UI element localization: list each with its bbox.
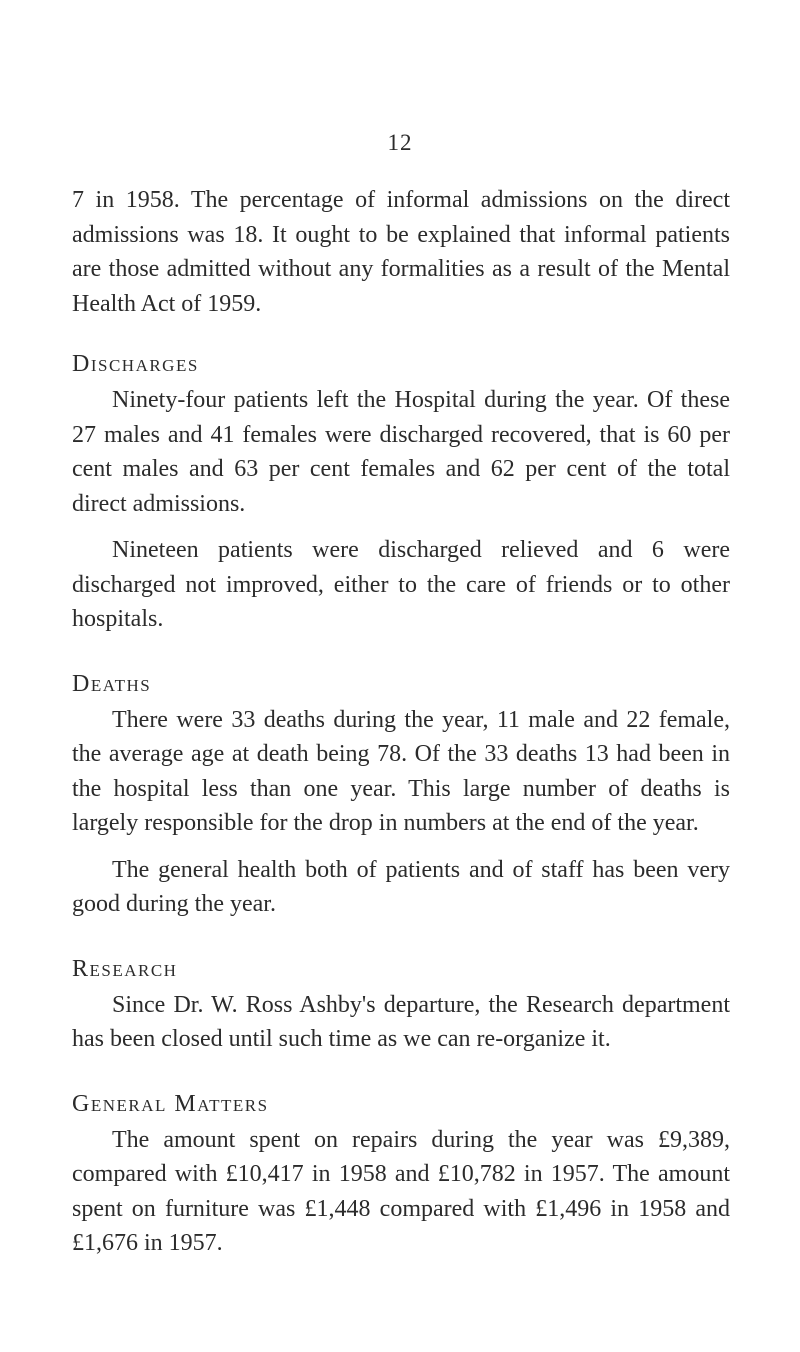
section-heading-general-matters: General Matters (72, 1090, 269, 1117)
section-general-matters (72, 1089, 730, 1261)
section-heading-discharges: Discharges (72, 351, 199, 377)
page-number: 12 (387, 130, 413, 155)
intro-paragraph: 7 in 1958. The percentage of informal admissions on the direct admissions was 18. It ought to be explained that informal patients are those admitted without any formalities as a result of the Mental Health Act of 1959. (72, 187, 730, 317)
page-body (72, 183, 730, 1261)
deaths-paragraph-1: There were 33 deaths during the year, 11 male and 22 female, the average age at death being 78. Of the 33 deaths 13 had been in the hospital less than one year. This large number of deaths is largely responsible for the drop in numbers at the end of the year. (72, 706, 730, 836)
general-matters-paragraph-1: The amount spent on repairs during the year was £9,389, compared with £10,417 in 1958 and £10,782 in 1957. The amount spent on furniture was £1,448 compared with £1,496 in 1958 and £1,676 in 1957. (72, 1126, 730, 1256)
section-discharges (72, 349, 730, 637)
research-paragraph-1: Since Dr. W. Ross Ashby's departure, the Research department has been closed until such time as we can re-organize it. (72, 991, 730, 1052)
section-research (72, 954, 730, 1057)
section-heading-deaths: Deaths (72, 670, 152, 697)
section-deaths (72, 669, 730, 922)
deaths-paragraph-2: The general health both of patients and of staff has been very good during the year. (72, 856, 730, 917)
section-heading-research: Research (72, 955, 178, 982)
discharges-paragraph-2: Nineteen patients were discharged relieved and 6 were discharged not improved, either to the care of friends or to other hospitals. (72, 537, 730, 632)
discharges-paragraph-1: Ninety-four patients left the Hospital during the year. Of these 27 males and 41 females were discharged recovered, that is 60 per cent males and 63 per cent females and 62 per cent of the total direct admissions. (72, 387, 730, 517)
